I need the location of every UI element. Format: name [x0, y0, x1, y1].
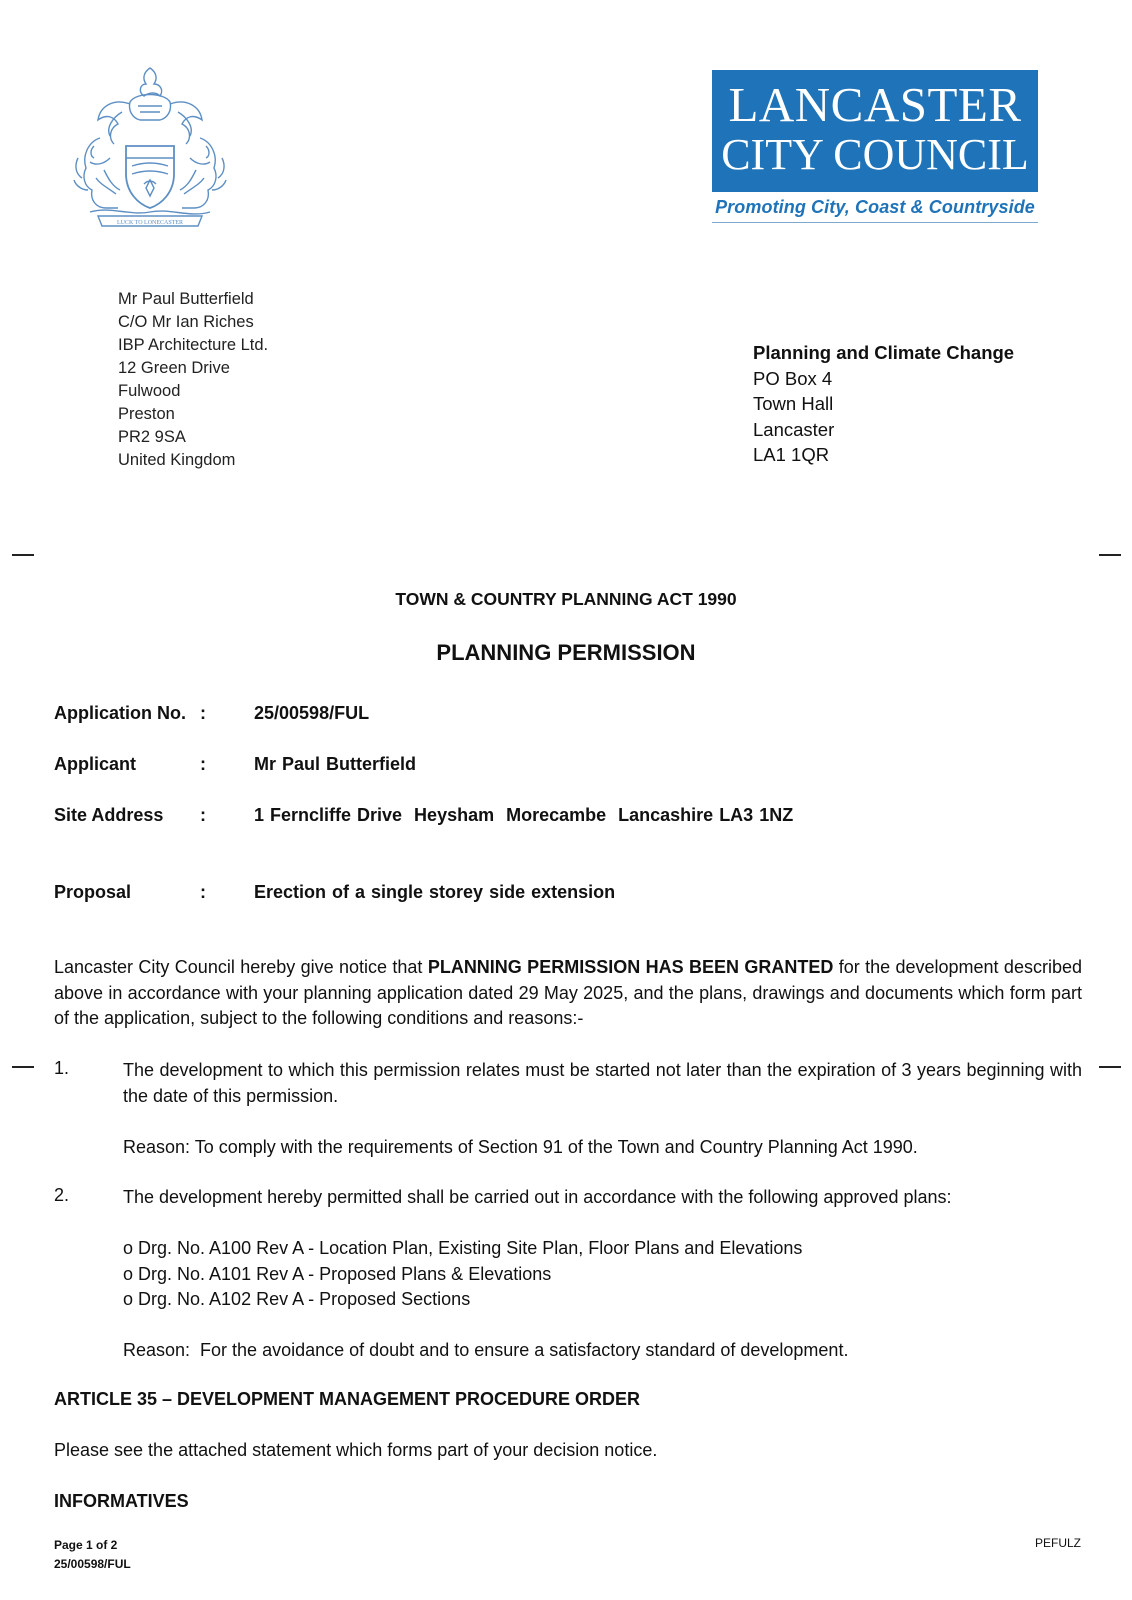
footer-left [54, 1536, 131, 1574]
field-value: 1 Ferncliffe Drive Heysham Morecambe Lancashire LA3 1NZ [254, 805, 794, 825]
recipient-line: PR2 9SA [118, 428, 186, 446]
recipient-line: Mr Paul Butterfield [118, 290, 254, 308]
field-colon: : [200, 703, 206, 723]
sender-address [753, 340, 1014, 468]
document-title: PLANNING PERMISSION [436, 640, 696, 665]
field-value: Mr Paul Butterfield [254, 754, 417, 774]
field-label: Application No. [54, 703, 186, 723]
page-number: Page 1 of 2 [54, 1538, 118, 1552]
recipient-line: United Kingdom [118, 451, 236, 469]
approved-plan-item: o Drg. No. A102 Rev A - Proposed Sections [123, 1289, 471, 1309]
recipient-address [118, 288, 268, 472]
field-label: Applicant [54, 754, 137, 774]
field-label: Site Address [54, 805, 164, 825]
logo-name-line1: LANCASTER [728, 77, 1022, 132]
recipient-line: Preston [118, 405, 175, 423]
condition-reason: Reason: For the avoidance of doubt and to ensure a satisfactory standard of development. [123, 1340, 849, 1360]
fold-mark [12, 554, 34, 556]
logo-divider [712, 222, 1038, 223]
field-value: 25/00598/FUL [254, 703, 370, 723]
condition-text: The development hereby permitted shall be carried out in accordance with the following approved plans: [123, 1187, 952, 1207]
act-title: TOWN & COUNTRY PLANNING ACT 1990 [395, 589, 737, 609]
informatives-heading: INFORMATIVES [54, 1491, 189, 1511]
coat-of-arms-crest [60, 62, 240, 230]
fold-mark [12, 1066, 34, 1068]
condition-number: 2. [54, 1185, 70, 1205]
sender-line: LA1 1QR [753, 444, 830, 465]
field-value: Erection of a single storey side extension [254, 882, 616, 902]
notice-emphasis: PLANNING PERMISSION HAS BEEN GRANTED [427, 957, 834, 977]
field-colon: : [200, 882, 206, 902]
approved-plan-item: o Drg. No. A101 Rev A - Proposed Plans & Elevations [123, 1263, 552, 1284]
recipient-line: 12 Green Drive [118, 359, 230, 377]
crest-motto: LUCK TO LONECASTER [116, 220, 184, 226]
approved-plan-item: o Drg. No. A100 Rev A - Location Plan, Existing Site Plan, Floor Plans and Elevations [123, 1238, 803, 1258]
sender-line: Lancaster [753, 418, 835, 440]
approved-plans-list [123, 1236, 802, 1313]
sender-line: Town Hall [753, 393, 834, 414]
notice-prefix: Lancaster City Council hereby give notice that [54, 957, 428, 977]
condition-number: 1. [54, 1058, 70, 1078]
sender-line: PO Box 4 [753, 367, 833, 389]
logo-name-line2: CITY COUNCIL [721, 130, 1029, 179]
fold-mark [1099, 554, 1121, 556]
field-colon: : [200, 805, 206, 825]
recipient-line: Fulwood [118, 382, 181, 400]
council-logo [712, 70, 1038, 192]
recipient-line: IBP Architecture Ltd. [118, 336, 269, 354]
fold-mark [1099, 1066, 1121, 1068]
recipient-line: C/O Mr Ian Riches [118, 313, 254, 331]
logo-tagline: Promoting City, Coast & Countryside [715, 197, 1035, 217]
article-heading: ARTICLE 35 – DEVELOPMENT MANAGEMENT PROCEDURE ORDER [54, 1389, 641, 1409]
sender-department: Planning and Climate Change [753, 342, 1015, 363]
notice-suffix: for the development described above in accordance with your planning application dated 29 May 2025, and the plans, drawings and documents which form part of the application, subject to the following conditions and reasons:- [54, 957, 1082, 1028]
article-text: Please see the attached statement which forms part of your decision notice. [54, 1440, 658, 1460]
field-label: Proposal [54, 882, 132, 902]
condition-text: The development to which this permission relates must be started not later than the expiration of 3 years beginning with the date of this permission. [123, 1060, 1082, 1106]
footer-reference: 25/00598/FUL [54, 1557, 131, 1571]
field-colon: : [200, 754, 206, 774]
footer-code: PEFULZ [1035, 1536, 1082, 1550]
condition-reason: Reason: To comply with the requirements of Section 91 of the Town and Country Planning Act 1990. [123, 1137, 918, 1157]
grant-notice [54, 955, 1082, 1032]
